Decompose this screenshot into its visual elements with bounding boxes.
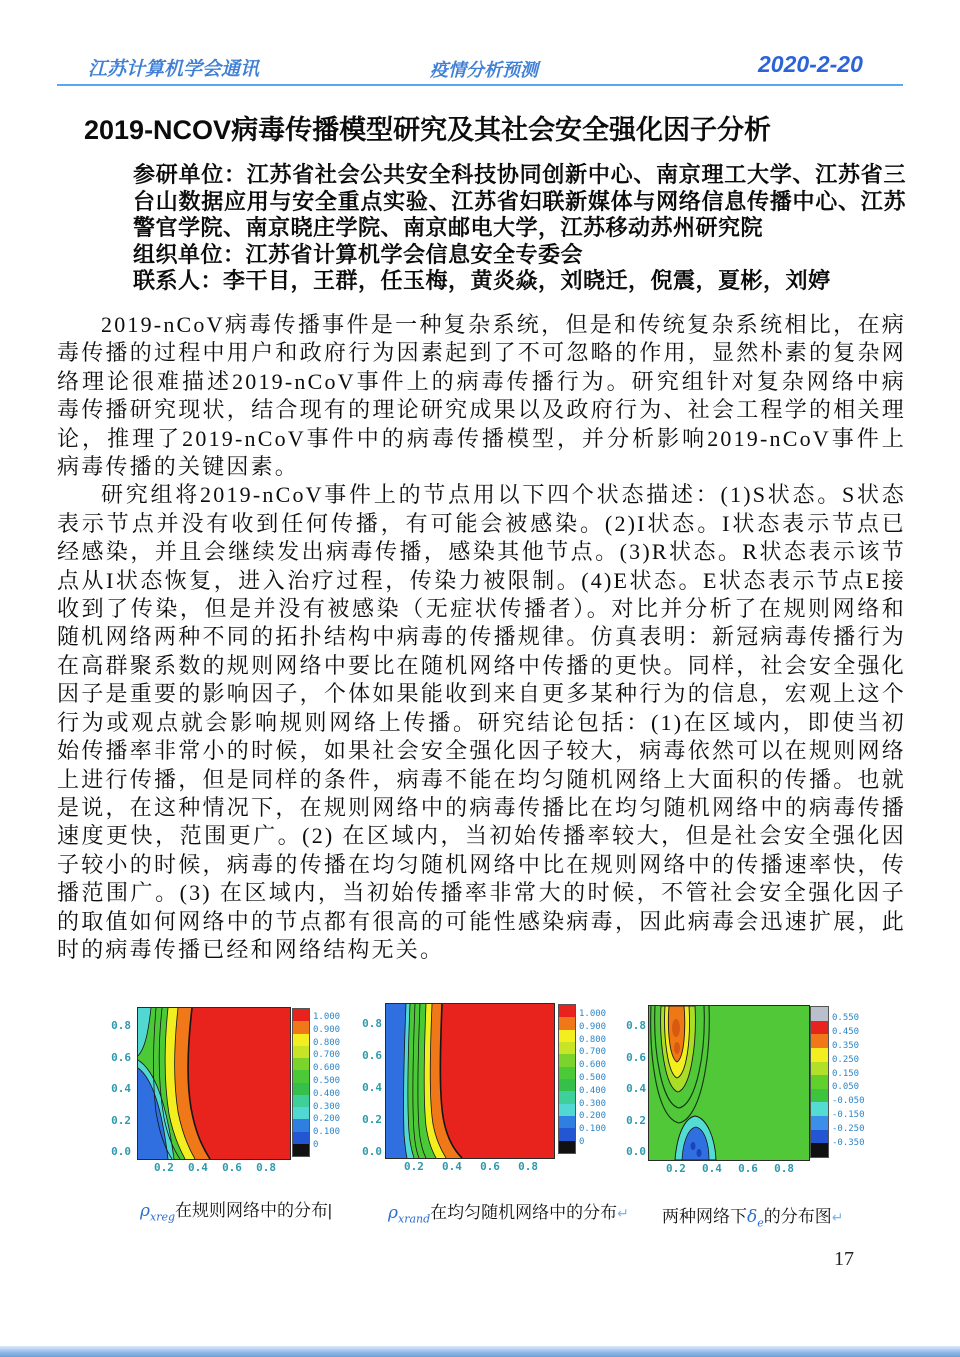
caption-text: 的分布图 [763,1207,832,1226]
tick-label: 0.4 [702,1162,722,1175]
paragraph-1: 2019-nCoV病毒传播事件是一种复杂系统，但是和传统复杂系统相比，在病毒传播的过程中用户和政府行为因素起到了不可忽略的作用，显然朴素的复杂网络理论很难描述2019-nCoV事件上的病毒传播行为。研究组针对复杂网络中病毒传播研究现状，结合现有的理论研究成果以及政府行为、社会工程学的相关理论，推理了2019-nCoV事件中的病毒传播模型，并分析影响2019-nCoV事件上病毒传播的关键因素。 [57,312,906,480]
colorbar-swatch [293,1009,309,1021]
contacts-line: 联系人：李干目，王群，任玉梅，黄炎焱，刘晓迁，倪震，夏彬，刘婷 [133,268,831,293]
colorbar-swatch [811,1007,828,1021]
colorbar-label: 0.500 [313,1075,341,1086]
plot-area [648,1005,808,1159]
tick-label: 0.2 [362,1113,382,1126]
colorbar-label: 0 [313,1139,319,1150]
colorbar-label: 0.400 [579,1085,607,1096]
colorbar-swatch [293,1083,309,1095]
page-title: 2019-NCOV病毒传播模型研究及其社会安全强化因子分析 [84,115,772,145]
tick-label: 0.6 [362,1049,382,1062]
tick-label: 0.0 [626,1145,646,1158]
contour-plot-3 [648,1005,810,1161]
tick-label: 0.0 [362,1145,382,1158]
colorbar-label: 0.300 [579,1098,607,1109]
colorbar-swatch [559,1017,575,1029]
colorbar-label: 0.550 [832,1013,860,1023]
colorbar-label: 0.900 [579,1021,607,1032]
tick-label: 0.8 [518,1160,538,1173]
colorbar-label: 0.300 [313,1101,341,1112]
organizer-line: 组织单位：江苏省计算机学会信息安全专委会 [133,241,584,267]
colorbar-label: -0.350 [832,1137,865,1148]
colorbar-label: 0.900 [313,1024,341,1035]
colorbar-label: 0.100 [313,1127,341,1138]
colorbar-swatch [293,1144,309,1156]
y-axis-ticks [354,1017,382,1158]
colorbar-label: 0.050 [832,1082,860,1093]
contour-figure-random-network [360,1000,629,1235]
colorbar-swatch [293,1070,309,1082]
rho-symbol: $\rho_{xrand}$ [388,1203,431,1226]
colorbar-label: 0.150 [832,1068,860,1079]
header-rule [57,84,903,86]
tick-label: 0.0 [111,1145,131,1158]
colorbar-label: 0.600 [579,1060,607,1071]
tick-label: 0.2 [404,1160,424,1173]
paragraph-2: 研究组将2019-nCoV事件上的节点用以下四个状态描述：(1)S状态。S状态表示节点并没有收到任何传播，有可能会被感染。(2)I状态。I状态表示节点已经感染，并且会继续发出病毒传播，感染其他节点。(3)R状态。R状态表示该节点从I状态恢复，进入治疗过程，传染力被限制。(4)E状态。E状态表示节点E接收到了传染，但是并没有被感染（无症状传播者）。对比并分析了在规则网络和随机网络两种不同的拓扑结构中病毒的传播规律。仿真表明：新冠病毒传播行为在高群聚系数的规则网络中要比在随机网络中传播的更快。同样，社会安全强化因子是重要的影响因子，个体如果能收到来自更多某种行为的信息，宏观上这个行为或观点就会影响规则网络上传播。研究结论包括：(1)在区域内，即使当初始传播率非常小的时候，如果社会安全强化因子较大，病毒依然可以在规则网络上进行传播，但是同样的条件，病毒不能在均匀随机网络上大面积的传播。也就是说，在这种情况下，在规则网络中的病毒传播比在均匀随机网络中的病毒传播速度更快，范围更广。(2) 在区域内，当初始传播率较大，但是社会安全强化因子较小的时候，病毒的传播在均匀随机网络中比在规则网络中的传播速率快，传播范围广。(3) 在区域内，当初始传播率非常大的时候，不管社会安全强化因子的取值如何网络中的节点都有很高的可能性感染病毒，因此病毒会迅速扩展，此时的病毒传播已经和网络结构无关。 [57,482,906,962]
caption-text: 在规则网络中的分布 [175,1201,329,1220]
colorbar-swatch [811,1048,828,1062]
colorbar-swatch [559,1141,575,1153]
colorbar-swatch [293,1034,309,1046]
text-cursor: | [328,1201,332,1220]
colorbar-swatch [811,1130,828,1144]
figure-caption [388,1198,629,1225]
colorbar-swatch [811,1116,828,1130]
colorbar-swatch [559,1091,575,1103]
tick-label: 0.8 [626,1019,646,1032]
return-mark-icon: ↵ [831,1211,844,1226]
page-number: 17 [834,1248,854,1270]
tick-label: 0.4 [111,1082,131,1095]
colorbar-label: 0.350 [832,1040,860,1051]
tick-label: 0.4 [362,1081,382,1094]
issue-date: 2020-2-20 [758,51,863,77]
meta-block [133,162,906,295]
colorbar-swatch [293,1021,309,1033]
colorbar-swatch [811,1062,828,1076]
tick-label: 0.2 [111,1113,131,1127]
colorbar [810,1006,829,1158]
colorbar-label: 1.000 [313,1012,341,1022]
tick-label: 0.4 [626,1082,646,1095]
delta-symbol: $\delta_e$ [747,1207,764,1230]
colorbar-label: 0.100 [579,1124,607,1135]
y-axis-ticks [103,1019,131,1158]
plot-area [137,1007,289,1158]
contour-figure-regular-network [95,1000,345,1235]
tick-label: 0.6 [480,1160,500,1173]
colorbar-swatch [811,1075,828,1089]
tick-label: 0.4 [188,1161,208,1174]
y-axis-ticks [618,1019,646,1158]
colorbar-swatch [559,1104,575,1116]
colorbar-label: 1.000 [579,1009,607,1019]
colorbar-swatch [293,1046,309,1058]
participants-line: 参研单位：江苏省社会公共安全科技协同创新中心、南京理工大学、江苏省三台山数据应用与安全重点实验、江苏省妇联新媒体与网络信息传播中心、江苏警官学院、南京晓庄学院、南京邮电大学，江苏移动苏州研究院 [133,162,906,240]
tick-label: 0.8 [256,1161,276,1174]
plot-area [385,1003,553,1157]
tick-label: 0.6 [738,1162,758,1175]
colorbar-labels [579,1009,606,1147]
contour-figure-delta [620,1000,920,1235]
colorbar-label: 0.600 [313,1063,341,1074]
colorbar-swatch [293,1107,309,1119]
figure-caption [140,1196,332,1223]
x-axis-ticks [154,1161,276,1174]
footer-bar [0,1346,960,1357]
colorbar-label: 0.450 [832,1026,860,1037]
colorbar-swatch [811,1034,828,1048]
contour-plot-1 [137,1007,291,1160]
colorbar-label: -0.050 [832,1096,865,1107]
colorbar-label: -0.150 [832,1110,865,1121]
colorbar [292,1008,310,1157]
colorbar-swatch [811,1021,828,1035]
colorbar-label: 0.250 [832,1054,860,1065]
rho-symbol: $\rho_{xreg}$ [140,1201,176,1224]
colorbar-label: 0.700 [579,1047,607,1058]
colorbar-swatch [293,1119,309,1131]
tick-label: 0.8 [111,1019,131,1032]
colorbar-swatch [293,1058,309,1070]
colorbar-swatch [811,1089,828,1103]
section-name: 疫情分析预测 [430,60,538,81]
tick-label: 0.8 [362,1017,382,1030]
colorbar-swatch [293,1132,309,1144]
colorbar-swatch [559,1128,575,1140]
tick-label: 0.2 [666,1162,686,1175]
colorbar-label: -0.250 [832,1124,865,1134]
contour-plot-2 [385,1003,555,1159]
colorbar-swatch [559,1005,575,1017]
colorbar-label: 0.800 [313,1037,341,1048]
colorbar-label: 0.800 [579,1034,607,1045]
colorbar-label: 0.400 [313,1088,341,1099]
colorbar-swatch [293,1095,309,1107]
colorbar [558,1004,576,1154]
colorbar-swatch [559,1054,575,1066]
colorbar-swatch [559,1067,575,1079]
caption-text: 在均匀随机网络中的分布 [430,1203,618,1222]
colorbar-swatch [559,1042,575,1054]
tick-label: 0.8 [774,1162,794,1175]
colorbar-labels [313,1012,340,1150]
tick-label: 0.6 [222,1161,242,1174]
colorbar-label: 0.500 [579,1072,607,1083]
figure-caption [662,1202,844,1229]
x-axis-ticks [404,1160,538,1173]
tick-label: 0.4 [442,1160,462,1173]
colorbar-label: 0 [579,1136,585,1147]
caption-pre: 两种网络下 [662,1207,747,1226]
body-text [57,311,906,964]
tick-label: 0.6 [626,1050,646,1064]
journal-name: 江苏计算机学会通讯 [88,58,260,80]
colorbar-swatch [559,1079,575,1091]
colorbar-labels [832,1013,865,1148]
colorbar-swatch [811,1102,828,1116]
tick-label: 0.6 [111,1050,131,1064]
colorbar-swatch [811,1143,828,1157]
return-mark-icon: ↵ [617,1207,629,1222]
colorbar-swatch [559,1116,575,1128]
colorbar-label: 0.200 [313,1114,341,1125]
colorbar-label: 0.700 [313,1050,341,1061]
colorbar-label: 0.200 [579,1111,607,1122]
x-axis-ticks [666,1162,794,1175]
colorbar-swatch [559,1030,575,1042]
tick-label: 0.2 [626,1113,646,1127]
tick-label: 0.2 [154,1161,174,1174]
